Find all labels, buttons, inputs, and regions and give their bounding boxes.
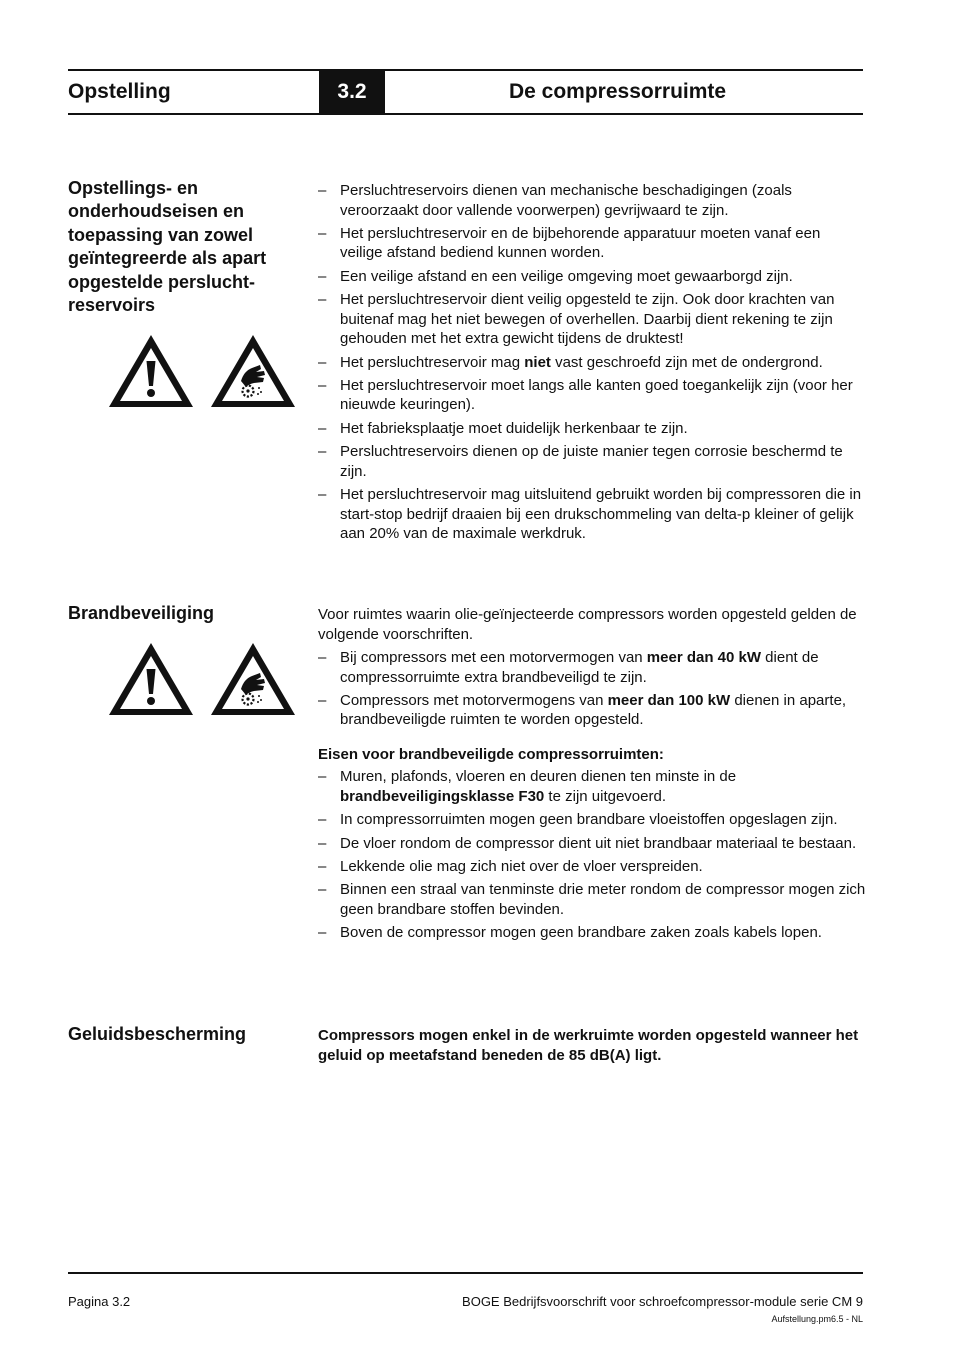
warning-triangle-icon (106, 639, 196, 719)
section1-body (318, 181, 866, 548)
hand-hazard-icon (208, 331, 298, 411)
chapter-title: Opstelling (68, 80, 171, 103)
warning-triangle-icon (106, 331, 196, 411)
document-title: BOGE Bedrijfsvoorschrift voor schroefcompressor-module serie CM 9 (462, 1294, 863, 1309)
list-item: – Binnen een straal van tenminste drie meter rondom de compressor mogen zich geen brandbare stoffen bevinden. (318, 881, 866, 918)
list-item: – Het persluchtreservoir en de bijbehorende apparatuur moeten vanaf een veilige afstand bediend kunnen worden. (318, 224, 821, 262)
section1-icons (106, 331, 298, 411)
list-item: – Het persluchtreservoir dient veilig opgesteld te zijn. Ook door krachten van buitenaf mag het niet bewegen of overhellen. Daarbij dient rekening te zijn gehouden met het extra gewicht tijdens de druktest! (318, 291, 835, 348)
section3-text: Compressors mogen enkel in de werkruimte worden opgesteld wanneer het geluid op meetafstand beneden de 85 dB(A) ligt. (318, 1027, 859, 1064)
section2-icons (106, 639, 298, 719)
section2-intro: Voor ruimtes waarin olie-geïnjecteerde compressors worden opgesteld gelden de volgende voorschriften. (318, 606, 857, 643)
list-item: – De vloer rondom de compressor dient uit niet brandbaar materiaal te bestaan. (318, 834, 857, 852)
section3-title: Geluidsbescherming (68, 1024, 247, 1044)
section2-list2 (318, 767, 866, 942)
section2-title: Brandbeveiliging (68, 603, 215, 623)
list-item: – Het persluchtreservoir mag niet vast geschroefd zijn met de ondergrond. (318, 353, 823, 371)
hand-hazard-icon (208, 639, 298, 719)
page-number: Pagina 3.2 (68, 1294, 131, 1309)
list-item: – Het persluchtreservoir mag uitsluitend gebruikt worden bij compressoren die in start-stop bedrijf draaien bij een drukschommeling van delta-p kleiner of gelijk aan 20% van de maximale werkdruk. (318, 486, 862, 543)
header-top-rule (68, 69, 863, 71)
footer-rule (68, 1272, 863, 1274)
section2-subheading: Eisen voor brandbeveiligde compressorruimten: (318, 745, 664, 763)
section3-body (318, 1026, 866, 1065)
section2-body (318, 605, 866, 947)
list-item: – Boven de compressor mogen geen brandbare zaken zoals kabels lopen. (318, 924, 822, 942)
header-bottom-rule (68, 113, 863, 115)
list-item: – Compressors met motorvermogens van meer dan 100 kW dienen in aparte, brandbeveiligde ruimten te worden opgesteld. (318, 691, 847, 729)
list-item: – Het persluchtreservoir moet langs alle kanten goed toegankelijk zijn (voor her nieuwde keuringen). (318, 376, 853, 414)
file-reference: Aufstellung.pm6.5 - NL (771, 1314, 863, 1324)
list-item: – Bij compressors met een motorvermogen van meer dan 40 kW dient de compressorruimte extra brandbeveiligd te zijn. (318, 649, 819, 686)
list-item: – Persluchtreservoirs dienen van mechanische beschadigingen (zoals veroorzaakt door vallende voorwerpen) gevrijwaard te zijn. (318, 182, 792, 219)
list-item: – Lekkende olie mag zich niet over de vloer verspreiden. (318, 858, 703, 876)
section2-list (318, 648, 866, 730)
list-item: – In compressorruimten mogen geen brandbare vloeistoffen opgeslagen zijn. (318, 811, 838, 829)
list-item: – Het fabrieksplaatje moet duidelijk herkenbaar te zijn. (318, 419, 688, 437)
list-item: – Een veilige afstand en een veilige omgeving moet gewaarborgd zijn. (318, 267, 793, 285)
section1-list (318, 181, 866, 544)
list-item: – Muren, plafonds, vloeren en deuren dienen ten minste in de brandbeveiligingsklasse F30 te zijn uitgevoerd. (318, 768, 737, 805)
section-title: De compressorruimte (509, 80, 727, 103)
section-number: 3.2 (319, 69, 385, 115)
list-item: – Persluchtreservoirs dienen op de juiste manier tegen corrosie beschermd te zijn. (318, 443, 843, 480)
section1-title: Opstellings- en onderhoudseisen en toepassing van zowel geïntegreerde als apart opgestelde perslucht- reservoirs (68, 178, 267, 316)
